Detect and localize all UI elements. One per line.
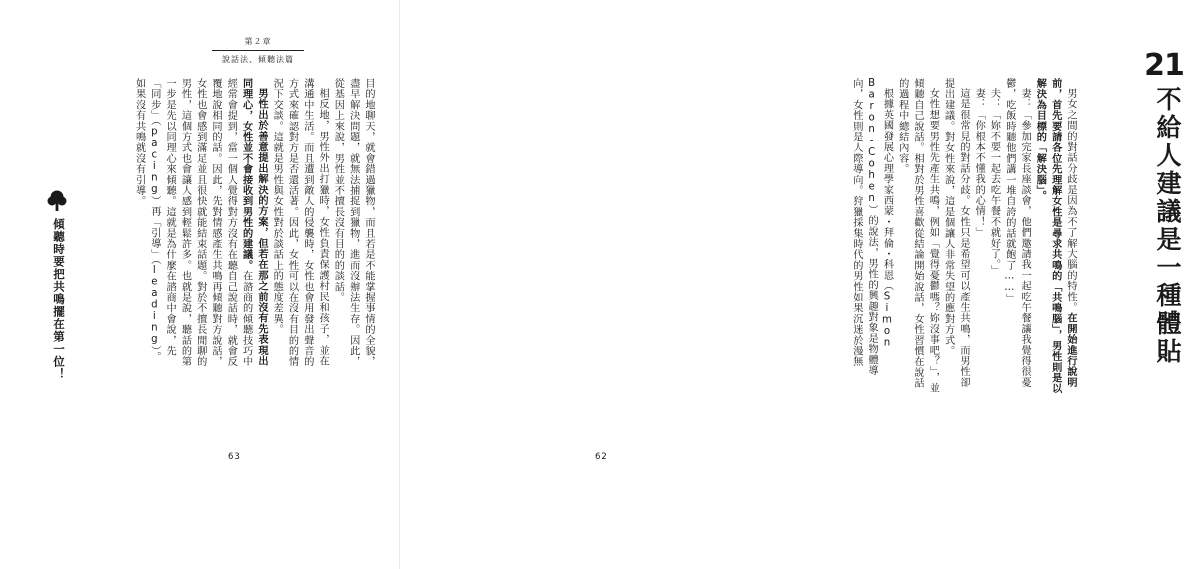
dialog-text: 夫：「妳不要一起去吃午餐不就好了。」 [988, 88, 1000, 276]
right-body-text [850, 78, 1078, 396]
paragraph-text: 根據英國發展心理學家西蒙・拜倫・科恩（Simon Baron-Cohen）的說法，男性的興趣對象是物體導向，女性則是人際導向。狩獵採集時代的男性如果沉迷於漫無 [850, 78, 893, 376]
tree-icon [47, 190, 67, 212]
paragraph [940, 78, 971, 396]
paragraph-text: 這是很常見的對話分歧。女性只是希望可以產生共鳴，而男性卻提出建議。對女性來說，這是個讓人非常失望的應對方式。 [942, 78, 969, 388]
paragraph [330, 78, 376, 370]
page-number-right: 62 [595, 452, 608, 462]
paragraph-text: 目的地聊天，就會錯過獵物，而且若是不能掌握事情的全貌，盡早解決問題，就無法捕捉到獵物，進而沒辦法生存。因此，從基因上來說，男性並不擅長沒有目的的談話。 [332, 78, 374, 367]
dialog-line [1002, 78, 1033, 396]
header-rule [212, 50, 304, 51]
paragraph [1032, 78, 1078, 396]
section-title: 不給人建議是一種體貼 [1153, 86, 1182, 366]
chapter-header [198, 36, 318, 65]
page-left [0, 0, 399, 569]
section-number: 21 [1144, 48, 1184, 83]
dialog-line [986, 78, 1001, 396]
paragraph [849, 78, 895, 396]
paragraph-bold-text: 男性出於善意提出解決的方案，但若在那之前沒有先表現出同理心，女性並不會接收到男性的建議。 [240, 78, 267, 367]
paragraph [131, 78, 269, 370]
paragraph-bold-text: 在開始進行說明前，首先要請各位先理解女性是尋求共鳴的「共鳴腦」，男性則是以解決為目標的「解決腦」。 [1034, 78, 1076, 394]
paragraph-text: 在諮商的傾聽技巧中經常會提到，當一個人覺得對方沒有在聽自己說話時，就會反覆地說相同的話。因此，先對情感產生共鳴再傾聽對方說話，女性也會感到滿足並且很快就能結束話題。對於不擅長閒聊的男性，這個方式也會讓人感到輕鬆許多。也就是說，聽話的第一步是先以同理心來傾聽。這就是為什麼在諮商中會說，先「同步」（pacing）再「引導」（leading）。如果沒有共鳴就沒有引導。 [133, 78, 252, 367]
tip-text: 傾聽時要把共鳴擺在第一位！ [52, 218, 66, 381]
dialog-text: 妻：「參加完家長座談會，他們邀請我一起吃午餐讓我覺得很憂鬱，吃飯時聽他們講一堆自誇的話就飽了……」 [1003, 78, 1031, 388]
dialog-line [971, 78, 986, 396]
left-body-text [80, 78, 376, 370]
paragraph [894, 78, 940, 396]
chapter-label: 第２章 [244, 37, 272, 46]
paragraph-text: 女性想要男性先產生共鳴，例如「覺得憂鬱嗎？妳沒事吧？」，並傾聽自己說話。相對於男性喜歡從結論開始說話，女性習慣在說話的過程中總結內容。 [896, 78, 939, 394]
page-number-left: 63 [228, 452, 241, 462]
chapter-subtitle: 說話法、傾聽法篇 [222, 55, 294, 64]
paragraph-text: 男女之間的對話分歧是因為不了解大腦的特性。 [1065, 88, 1076, 313]
paragraph [269, 78, 330, 370]
tip-callout [44, 190, 70, 450]
page-right [400, 0, 1184, 569]
dialog-text: 妻：「你根本不懂我的心情！」 [973, 88, 985, 238]
paragraph-text: 相反地，男性外出打獵時，女性負責保護村民和孩子，並在溝通中生活。而且遭到敵人的侵襲時，女性也會用發出聲音的方式來確認對方是否還活著。因此，女性可以在沒有目的的情況下交談。這就是男性與女性對於談話上的態度差異。 [271, 78, 329, 367]
